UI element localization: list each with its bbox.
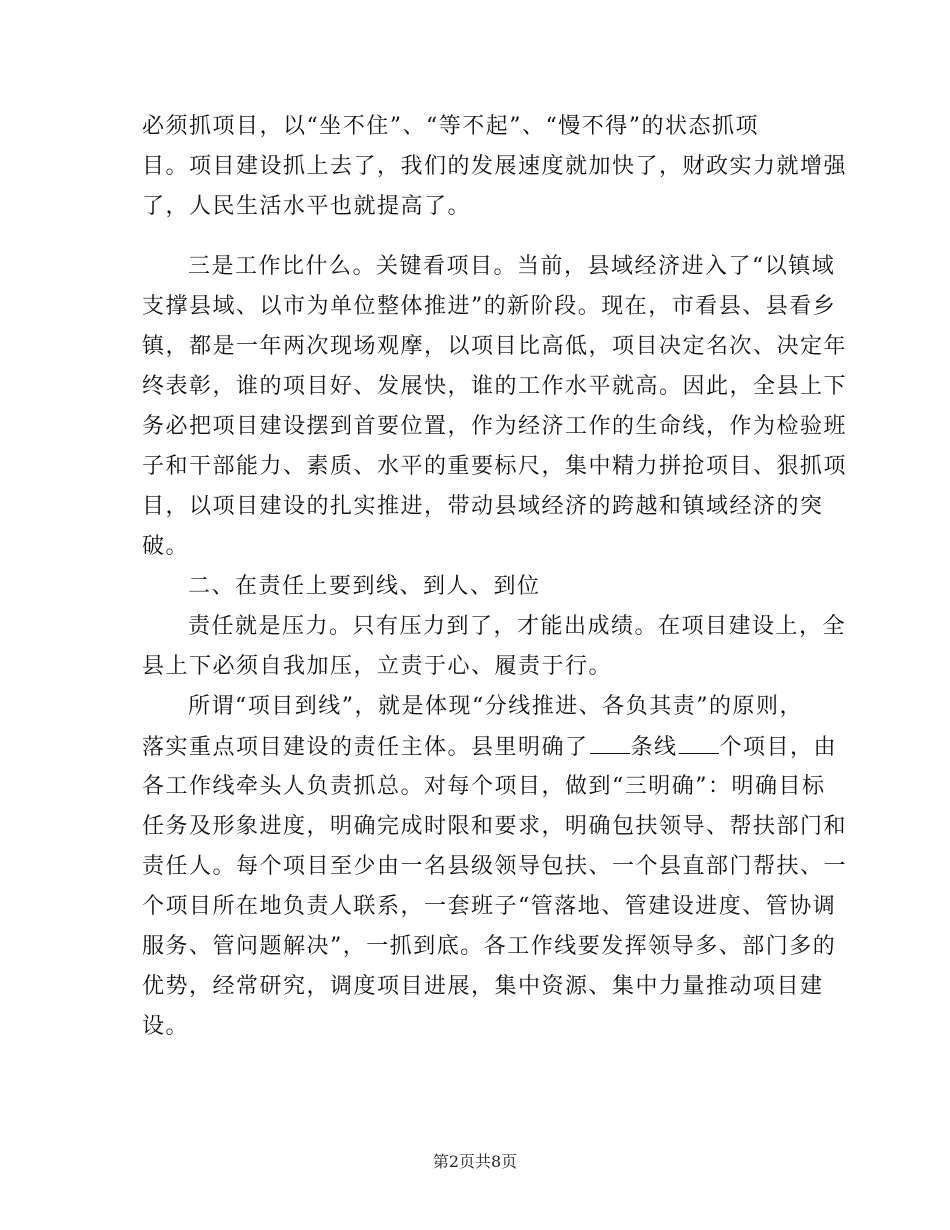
line-text-middle: 条线 bbox=[630, 735, 678, 760]
paragraph-line: 三是工作比什么。关键看项目。当前，县域经济进入了“以镇域 bbox=[188, 254, 836, 279]
section-heading: 二、在责任上要到线、到人、到位 bbox=[188, 574, 541, 599]
paragraph-line: 终表彰，谁的项目好、发展快，谁的工作水平就高。因此，全县上下 bbox=[142, 374, 848, 399]
page-number-footer: 第2页共8页 bbox=[432, 1152, 518, 1171]
paragraph-line: 责任就是压力。只有压力到了，才能出成绩。在项目建设上，全 bbox=[188, 614, 847, 639]
paragraph-line: 必须抓项目，以“坐不住”、“等不起”、“慢不得”的状态抓项 bbox=[142, 114, 759, 139]
paragraph-line: 目。项目建设抓上去了，我们的发展速度就加快了，财政实力就增强 bbox=[142, 154, 848, 179]
paragraph-line: 个项目所在地负责人联系，一套班子“管落地、管建设进度、管协调 bbox=[142, 894, 837, 919]
paragraph-line: 责任人。每个项目至少由一名县级领导包扶、一个县直部门帮扶、一 bbox=[142, 854, 848, 879]
paragraph-line: 所谓“项目到线”，就是体现“分线推进、各负其责”的原则， bbox=[188, 694, 803, 719]
paragraph-line: 破。 bbox=[142, 534, 190, 559]
paragraph-line: 县上下必须自我加压，立责于心、履责于行。 bbox=[142, 654, 613, 679]
paragraph-line: 支撑县域、以市为单位整体推进”的新阶段。现在，市看县、县看乡 bbox=[142, 294, 837, 319]
paragraph-line: 镇，都是一年两次现场观摩，以项目比高低，项目决定名次、决定年 bbox=[142, 334, 848, 359]
paragraph-line: 各工作线牵头人负责抓总。对每个项目，做到“三明确”：明确目标 bbox=[142, 774, 826, 799]
paragraph-line: 目，以项目建设的扎实推进，带动县域经济的跨越和镇域经济的突 bbox=[142, 494, 824, 519]
paragraph-line: 设。 bbox=[142, 1014, 190, 1039]
paragraph-line: 优势，经常研究，调度项目进展，集中资源、集中力量推动项目建 bbox=[142, 974, 824, 999]
line-text-after: 个项目，由 bbox=[719, 735, 838, 760]
paragraph-line-with-blanks bbox=[142, 727, 838, 767]
paragraph-line: 任务及形象进度，明确完成时限和要求，明确包扶领导、帮扶部门和 bbox=[142, 814, 848, 839]
fill-in-blank bbox=[590, 727, 630, 754]
paragraph-line: 子和干部能力、素质、水平的重要标尺，集中精力拼抢项目、狠抓项 bbox=[142, 454, 848, 479]
paragraph-line: 务必把项目建设摆到首要位置，作为经济工作的生命线，作为检验班 bbox=[142, 414, 848, 439]
line-text-before: 落实重点项目建设的责任主体。县里明确了 bbox=[142, 735, 589, 760]
fill-in-blank bbox=[679, 727, 719, 754]
paragraph-line: 了，人民生活水平也就提高了。 bbox=[142, 194, 472, 219]
paragraph-line: 服务、管问题解决”，一抓到底。各工作线要发挥领导多、部门多的 bbox=[142, 934, 837, 959]
